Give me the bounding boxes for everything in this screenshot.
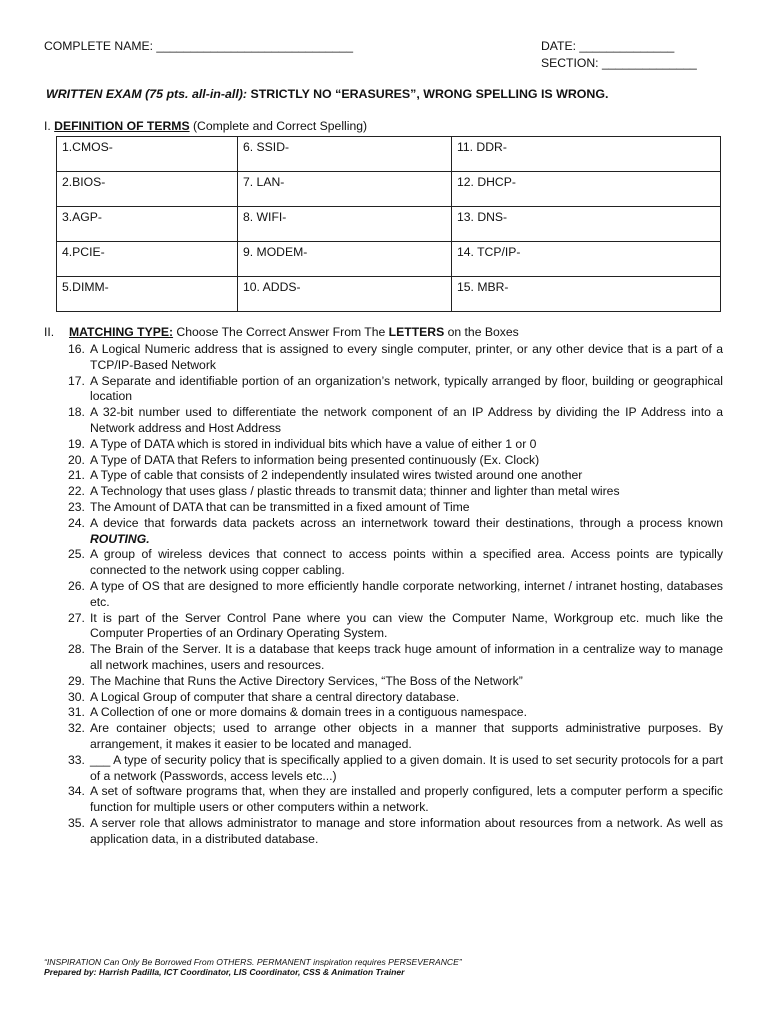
item-number: 22. xyxy=(68,484,85,499)
list-item xyxy=(68,579,723,611)
table-row xyxy=(57,137,721,172)
item-text xyxy=(90,484,723,500)
list-item xyxy=(68,468,723,484)
term-cell: 2.BIOS- xyxy=(57,172,238,207)
item-text xyxy=(90,611,723,643)
item-description: A server role that allows administrator to manage and store information about resources from a network. As well as application data, in a distributed database. xyxy=(90,815,723,846)
item-number: 30. xyxy=(68,689,85,704)
list-item xyxy=(68,453,723,469)
item-text xyxy=(90,453,723,469)
footer-quote: “INSPIRATION Can Only Be Borrowed From OTHERS. PERMANENT inspiration requires PERSEVERANCE” xyxy=(44,957,462,967)
item-description: A Type of DATA that Refers to information being presented continuously (Ex. Clock) xyxy=(90,452,540,467)
section-1-heading xyxy=(44,119,367,133)
item-text xyxy=(90,721,723,753)
term-cell: 7. LAN- xyxy=(238,172,452,207)
item-number: 32. xyxy=(68,721,85,736)
item-description: A Technology that uses glass / plastic threads to transmit data; thinner and lighter than metal wires xyxy=(90,484,620,499)
item-text xyxy=(90,690,723,706)
list-item xyxy=(68,437,723,453)
section-2-number: II. xyxy=(44,325,55,339)
item-number: 31. xyxy=(68,705,85,720)
item-text xyxy=(90,547,723,579)
list-item xyxy=(68,516,723,548)
section-2-instructions-end: on the Boxes xyxy=(444,325,519,339)
list-item xyxy=(68,547,723,579)
item-number: 21. xyxy=(68,468,85,483)
exam-instructions xyxy=(46,87,608,101)
item-text xyxy=(90,374,723,406)
item-emphasis: ROUTING. xyxy=(90,531,150,546)
list-item xyxy=(68,642,723,674)
item-description: A device that forwards data packets across an internetwork toward their destinations, through a process known xyxy=(90,515,723,530)
section-1-prefix: I. xyxy=(44,119,55,133)
item-number: 18. xyxy=(68,405,85,420)
item-number: 35. xyxy=(68,815,85,830)
section-field: SECTION: ______________ xyxy=(541,56,697,70)
item-description: A Type of DATA which is stored in individual bits which have a value of either 1 or 0 xyxy=(90,436,537,451)
item-text xyxy=(90,753,723,785)
item-text xyxy=(90,468,723,484)
section-2-letters: LETTERS xyxy=(388,325,445,339)
list-item xyxy=(68,784,723,816)
item-number: 25. xyxy=(68,547,85,562)
item-number: 34. xyxy=(68,784,85,799)
list-item xyxy=(68,705,723,721)
item-text xyxy=(90,784,723,816)
item-number: 16. xyxy=(68,342,85,356)
list-item xyxy=(68,690,723,706)
table-row xyxy=(57,172,721,207)
item-description: The Brain of the Server. It is a database that keeps track huge amount of information in a centralize way to manage all network machines, users and resources. xyxy=(90,642,723,672)
table-row xyxy=(57,207,721,242)
complete-name-field: COMPLETE NAME: _____________________________ xyxy=(44,39,353,53)
term-cell: 6. SSID- xyxy=(238,137,452,172)
item-description: ___ A type of security policy that is specifically applied to a given domain. It is used to set security protocols for a part of a network (Passwords, access levels etc...) xyxy=(90,752,723,783)
item-text xyxy=(90,405,723,437)
item-description: A set of software programs that, when they are installed and properly configured, lets a computer perform a specific function for multiple users or other computers within a network. xyxy=(90,784,723,815)
item-number: 24. xyxy=(68,515,85,530)
item-number: 33. xyxy=(68,752,85,767)
item-text xyxy=(90,579,723,611)
term-cell: 9. MODEM- xyxy=(238,242,452,277)
item-number: 17. xyxy=(68,373,85,388)
list-item xyxy=(68,753,723,785)
section-2-heading xyxy=(44,325,519,339)
footer-prepared-by: Prepared by: Harrish Padilla, ICT Coordinator, LIS Coordinator, CSS & Animation Trainer xyxy=(44,967,405,977)
item-description: A type of OS that are designed to more efficiently handle corporate networking, internet / intranet hosting, databases etc. xyxy=(90,578,723,609)
item-text xyxy=(90,642,723,674)
item-text xyxy=(90,500,723,516)
list-item xyxy=(68,611,723,643)
item-description: A Logical Numeric address that is assigned to every single computer, printer, or any other device that is a part of a TCP/IP-Based Network xyxy=(90,342,723,372)
item-description: The Machine that Runs the Active Directory Services, “The Boss of the Network” xyxy=(90,673,523,688)
list-item xyxy=(68,484,723,500)
item-description: It is part of the Server Control Pane where you can view the Computer Name, Workgroup etc. much like the Computer Properties of an Ordinary Operating System. xyxy=(90,610,723,641)
list-item xyxy=(68,500,723,516)
section-2-title: MATCHING TYPE: xyxy=(69,325,174,339)
item-number: 28. xyxy=(68,642,85,657)
item-number: 19. xyxy=(68,436,85,451)
item-text xyxy=(90,516,723,548)
term-cell: 13. DNS- xyxy=(452,207,721,242)
list-item xyxy=(68,374,723,406)
item-text xyxy=(90,816,723,848)
table-row xyxy=(57,242,721,277)
item-description: A 32-bit number used to differentiate the network component of an IP Address by dividing the IP Address into a Network address and Host Address xyxy=(90,405,723,435)
footer xyxy=(44,957,462,977)
date-field: DATE: ______________ xyxy=(541,39,675,53)
term-cell: 5.DIMM- xyxy=(57,277,238,312)
item-text xyxy=(90,674,723,690)
exam-title: WRITTEN EXAM (75 pts. all-in-all): xyxy=(46,87,248,101)
matching-items-list xyxy=(68,342,723,848)
list-item xyxy=(68,674,723,690)
table-row xyxy=(57,277,721,312)
term-cell: 1.CMOS- xyxy=(57,137,238,172)
terms-table xyxy=(56,136,721,312)
exam-rules: STRICTLY NO “ERASURES”, WRONG SPELLING IS WRONG. xyxy=(247,87,609,101)
list-item xyxy=(68,816,723,848)
item-number: 27. xyxy=(68,610,85,625)
item-text xyxy=(90,705,723,721)
term-cell: 14. TCP/IP- xyxy=(452,242,721,277)
item-description: A Logical Group of computer that share a central directory database. xyxy=(90,689,460,704)
term-cell: 11. DDR- xyxy=(452,137,721,172)
section-2-instructions: Choose The Correct Answer From The xyxy=(173,325,389,339)
item-number: 20. xyxy=(68,452,85,467)
list-item xyxy=(68,405,723,437)
list-item xyxy=(68,342,723,374)
term-cell: 10. ADDS- xyxy=(238,277,452,312)
term-cell: 4.PCIE- xyxy=(57,242,238,277)
item-description: A Collection of one or more domains & domain trees in a contiguous namespace. xyxy=(90,705,527,720)
term-cell: 3.AGP- xyxy=(57,207,238,242)
term-cell: 8. WIFI- xyxy=(238,207,452,242)
section-1-title: DEFINITION OF TERMS xyxy=(54,119,190,133)
item-number: 29. xyxy=(68,673,85,688)
item-description: The Amount of DATA that can be transmitted in a fixed amount of Time xyxy=(90,499,470,514)
item-description: A group of wireless devices that connect to access points within a specified area. Access points are typically connected to the network using copper cabling. xyxy=(90,547,723,578)
item-text xyxy=(90,437,723,453)
list-item xyxy=(68,721,723,753)
term-cell: 12. DHCP- xyxy=(452,172,721,207)
item-number: 23. xyxy=(68,499,85,514)
item-description: Are container objects; used to arrange other objects in a manner that supports administrative purposes. By arrangement, it makes it easier to be located and managed. xyxy=(90,721,723,751)
item-description: A Separate and identifiable portion of an organization’s network, typically arranged by floor, building or geographical location xyxy=(90,373,723,404)
section-1-subtitle: (Complete and Correct Spelling) xyxy=(189,119,368,133)
item-description: A Type of cable that consists of 2 independently insulated wires twisted around one another xyxy=(90,468,583,483)
item-number: 26. xyxy=(68,578,85,593)
term-cell: 15. MBR- xyxy=(452,277,721,312)
item-text xyxy=(90,342,723,374)
